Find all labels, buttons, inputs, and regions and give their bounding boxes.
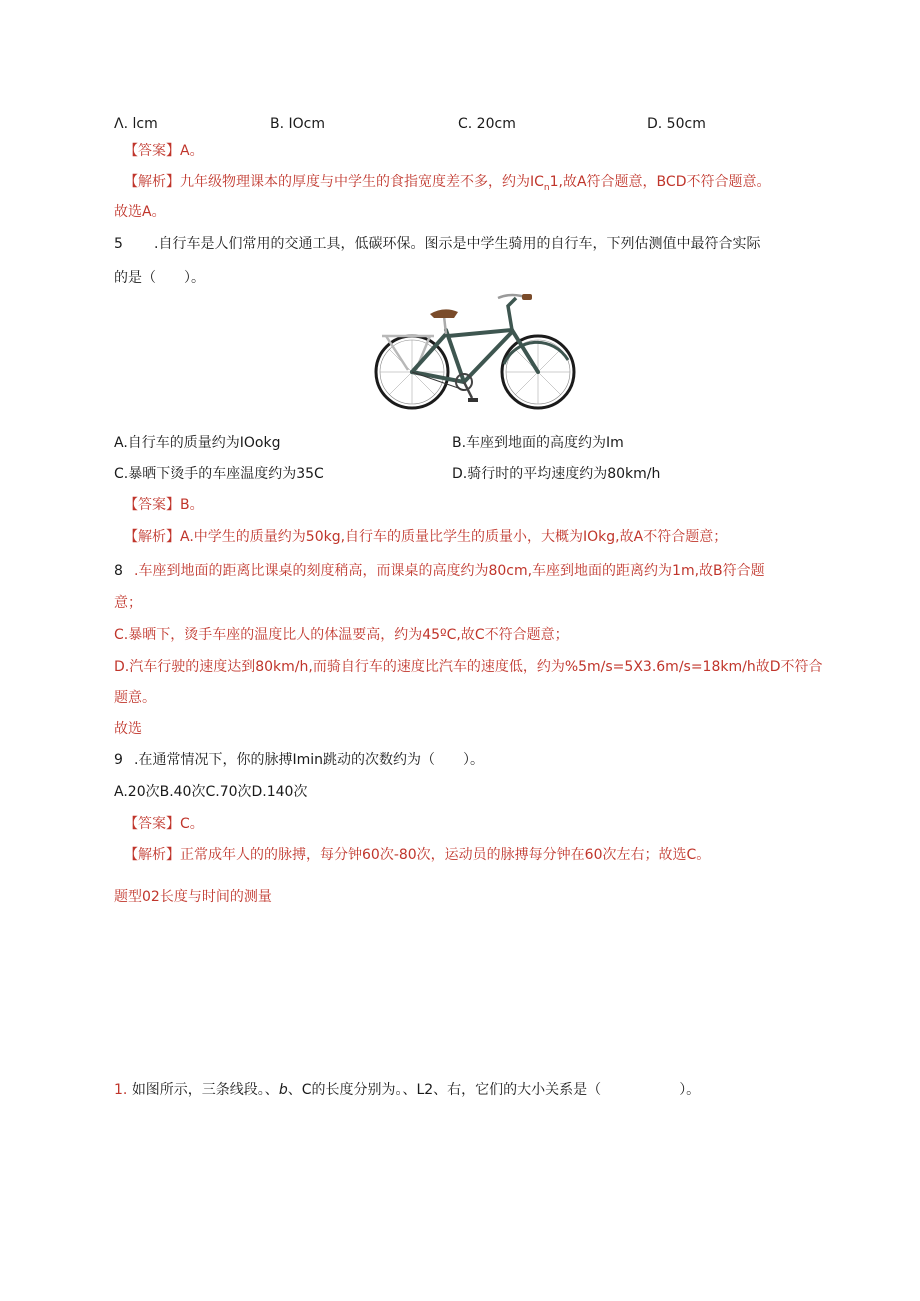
- analysis-tag: 【解析】: [124, 174, 180, 190]
- q9-answer: [124, 814, 204, 834]
- q1-text-end: ）。: [679, 1082, 701, 1098]
- analysis-sub: n: [543, 182, 550, 193]
- q5-answer: [124, 495, 204, 515]
- q9-stem: .在通常情况下，你的脉搏Imin跳动的次数约为（ ）。: [134, 752, 484, 768]
- q9-number: 9: [114, 752, 123, 768]
- q1-text: 如图所示，三条线段。、: [131, 1082, 279, 1098]
- q4-analysis: [124, 172, 770, 198]
- q9-options: A.20次B.40次C.70次D.140次: [114, 784, 308, 800]
- q5-analysis-line3: 意；: [114, 595, 142, 611]
- q5-analysis-line2: .车座到地面的距离比课桌的刻度稍高，而课桌的高度约为80cm,车座到地面的距离约为1m,故B符合题: [134, 563, 765, 579]
- option-d: D. 50cm: [647, 116, 706, 132]
- option-a: Λ. lcm: [114, 116, 158, 132]
- q5-option-a: A.自行车的质量约为IOokg: [114, 435, 281, 451]
- q1-var-b: b: [278, 1082, 288, 1098]
- q1-stem: [114, 1080, 700, 1100]
- analysis-text-rest: 1,故A符合题意，BCD不符合题意。: [549, 174, 771, 190]
- q5-analysis-line5: D.汽车行驶的速度达到80km∕h,而骑自行车的速度比汽车的速度低，约为%5m∕s=5X3.6m∕s=18km∕h故D不符合: [114, 659, 823, 675]
- q5-analysis: [124, 527, 727, 547]
- q5-number: 5: [114, 236, 123, 252]
- q5-analysis-line6: 题意。: [114, 690, 156, 706]
- q1-number: 1.: [114, 1082, 128, 1098]
- q5-option-d: D.骑行时的平均速度约为80km∕h: [452, 466, 661, 482]
- q5-analysis-line4: C.暴晒下，烫手车座的温度比人的体温要高，约为45ºC,故C不符合题意；: [114, 627, 569, 643]
- option-c: C. 20cm: [458, 116, 516, 132]
- q1-text-cont: 、C的长度分别为。、L2、右，它们的大小关系是（: [287, 1082, 602, 1098]
- answer-tag: 【答案】: [124, 816, 180, 832]
- q4-answer: [124, 141, 204, 161]
- q5-analysis-line7: 故选: [114, 721, 142, 737]
- option-b: B. IOcm: [270, 116, 325, 132]
- analysis-tag: 【解析】: [124, 847, 180, 863]
- section-title: 题型02长度与时间的测量: [114, 889, 272, 905]
- answer-value: A。: [180, 143, 204, 159]
- answer-tag: 【答案】: [124, 143, 180, 159]
- bicycle-image: [372, 290, 582, 418]
- q4-conclusion: 故选A。: [114, 204, 166, 220]
- answer-tag: 【答案】: [124, 497, 180, 513]
- analysis-tag: 【解析】: [124, 529, 180, 545]
- analysis-text: 九年级物理课本的厚度与中学生的食指宽度差不多，约为IC: [180, 174, 544, 190]
- q5-option-c: C.暴晒下烫手的车座温度约为35C: [114, 466, 324, 482]
- analysis-text: 正常成年人的的脉搏，每分钟60次-80次，运动员的脉搏每分钟在60次左右；故选C。: [180, 847, 711, 863]
- q5-analysis-num: 8: [114, 563, 123, 579]
- answer-value: C。: [180, 816, 204, 832]
- q5-stem-cont: 的是（ ）。: [114, 270, 205, 286]
- q5-stem: .自行车是人们常用的交通工具，低碳环保。图示是中学生骑用的自行车，下列估测值中最符合实际: [154, 236, 761, 252]
- analysis-text: A.中学生的质量约为50kg,自行车的质量比学生的质量小，大概为IOkg,故A不符合题意；: [180, 529, 728, 545]
- q5-option-b: B.车座到地面的高度约为Im: [452, 435, 624, 451]
- answer-value: B。: [180, 497, 204, 513]
- q9-analysis: [124, 845, 710, 865]
